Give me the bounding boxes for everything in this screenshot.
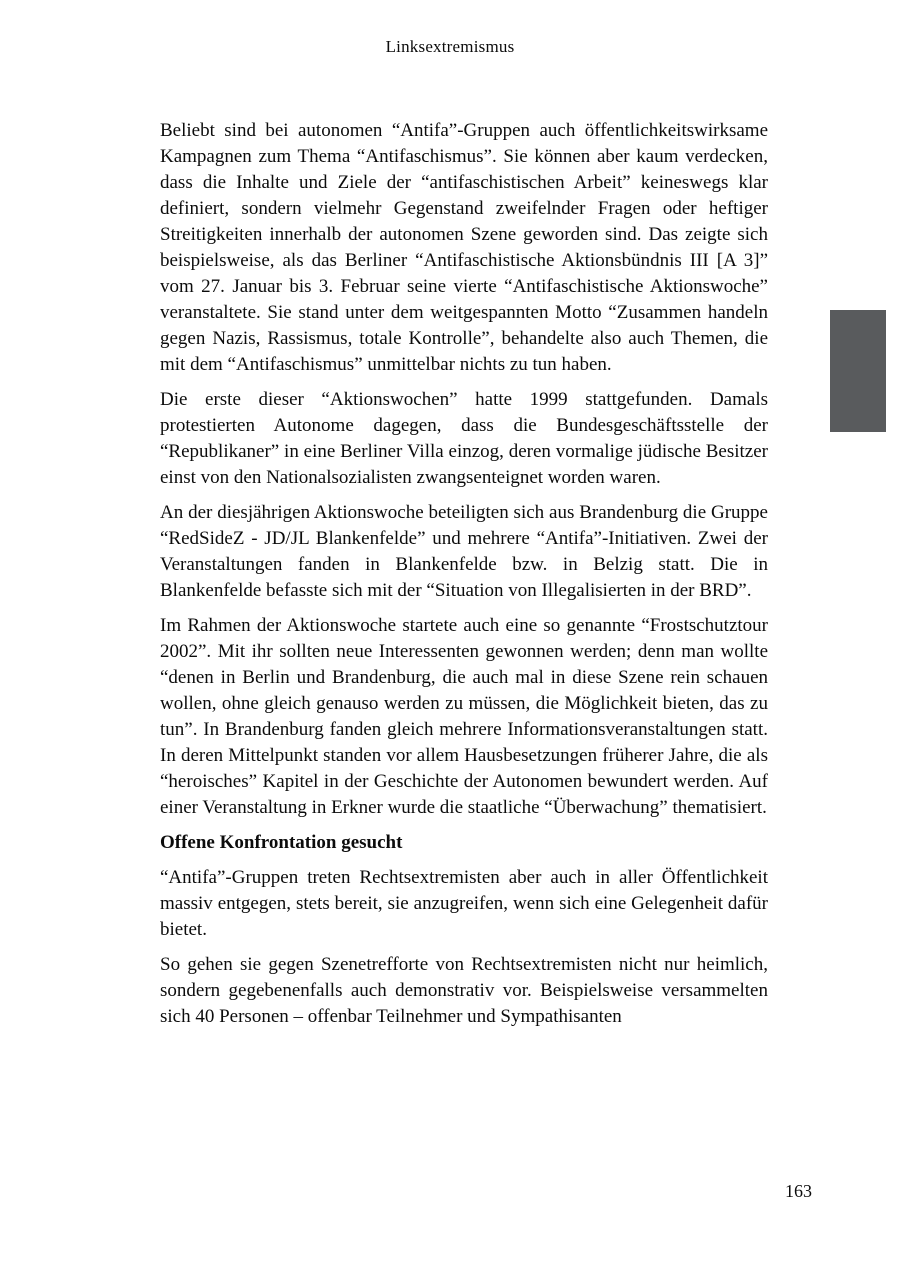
text-column [160,118,768,1039]
body-paragraph: An der diesjährigen Aktionswoche beteiligten sich aus Brandenburg die Gruppe “RedSideZ - JD/JL Blankenfelde” und mehrere “Antifa”-Initiativen. Zwei der Veranstaltungen fanden in Blankenfelde bzw. in Belzig statt. Die in Blankenfelde befasste sich mit der “Situation von Illegalisierten in der BRD”. [160,502,768,601]
body-paragraph: So gehen sie gegen Szenetrefforte von Rechtsextremisten nicht nur heimlich, sondern gegebenenfalls auch demonstrativ vor. Beispielsweise versammelten sich 40 Personen – offenbar Teilnehmer und Sympathisanten [160,954,768,1027]
page-number: 163 [785,1181,812,1201]
section-heading: Offene Konfrontation gesucht [160,832,403,853]
chapter-thumb-tab [830,310,886,432]
body-paragraph: Die erste dieser “Aktionswochen” hatte 1999 stattgefunden. Damals protestierten Autonome dagegen, dass die Bundesgeschäftsstelle der “Republikaner” in eine Berliner Villa einzog, deren vormalige jüdische Besitzer einst von den Nationalsozialisten zwangsenteignet worden waren. [160,389,768,488]
body-paragraph: Beliebt sind bei autonomen “Antifa”-Gruppen auch öffentlichkeitswirksame Kampagnen zum Thema “Antifaschismus”. Sie können aber kaum verdecken, dass die Inhalte und Ziele der “antifaschistischen Arbeit” keineswegs klar definiert, sondern vielmehr Gegenstand zweifelnder Fragen oder heftiger Streitigkeiten innerhalb der autonomen Szene geworden sind. Das zeigte sich beispielsweise, als das Berliner “Antifaschistische Aktionsbündnis III [A 3]” vom 27. Januar bis 3. Februar seine vierte “Antifaschistische Aktionswoche” veranstaltete. Sie stand unter dem weitgespannten Motto “Zusammen handeln gegen Nazis, Rassismus, totale Kontrolle”, behandelte also auch Themen, die mit dem “Antifaschismus” unmittelbar nichts zu tun haben. [160,120,768,375]
running-header: Linksextremismus [385,37,515,56]
body-paragraph: “Antifa”-Gruppen treten Rechtsextremisten aber auch in aller Öffentlichkeit massiv entgegen, stets bereit, sie anzugreifen, wenn sich eine Gelegenheit dafür bietet. [160,867,768,940]
body-paragraph: Im Rahmen der Aktionswoche startete auch eine so genannte “Frostschutztour 2002”. Mit ihr sollten neue Interessenten gewonnen werden; denn man wollte “denen in Berlin und Brandenburg, die auch mal in diese Szene rein schauen wollen, ohne gleich genauso werden zu müssen, die Möglichkeit bieten, das zu tun”. In Brandenburg fanden gleich mehrere Informationsveranstaltungen statt. In deren Mittelpunkt standen vor allem Hausbesetzungen früherer Jahre, die als “heroisches” Kapitel in der Geschichte der Autonomen bewundert werden. Auf einer Veranstaltung in Erkner wurde die staatliche “Überwachung” thematisiert. [160,615,768,818]
